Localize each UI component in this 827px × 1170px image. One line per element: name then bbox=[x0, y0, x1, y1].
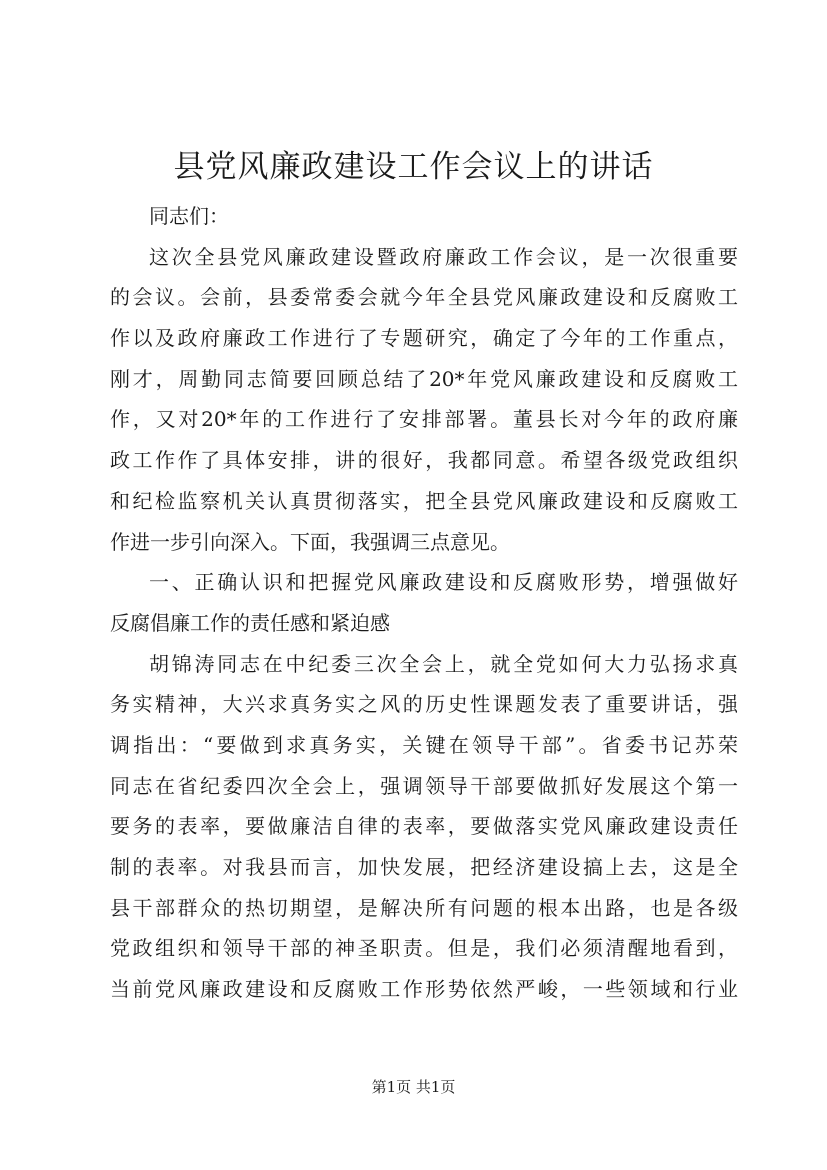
text-line: 作进一步引向深入。下面，我强调三点意见。 bbox=[110, 529, 510, 554]
document-title: 县党风廉政建设工作会议上的讲话 bbox=[173, 149, 654, 185]
text-line: 当前党风廉政建设和反腐败工作形势依然严峻，一些领域和行业 bbox=[110, 977, 738, 1002]
text-line: 要务的表率，要做廉洁自律的表率，要做落实党风廉政建设责任 bbox=[110, 814, 738, 839]
text-line: 的会议。会前，县委常委会就今年全县党风廉政建设和反腐败工 bbox=[110, 285, 738, 310]
text-line: 刚才，周勤同志简要回顾总结了20*年党风廉政建设和反腐败工 bbox=[110, 366, 738, 391]
text-line: 务实精神，大兴求真务实之风的历史性课题发表了重要讲话，强 bbox=[110, 692, 738, 717]
text-line: 政工作作了具体安排，讲的很好，我都同意。希望各级党政组织 bbox=[110, 448, 738, 473]
text-line: 党政组织和领导干部的神圣职责。但是，我们必须清醒地看到， bbox=[110, 936, 738, 961]
text-line: 制的表率。对我县而言，加快发展，把经济建设搞上去，这是全 bbox=[110, 855, 738, 879]
page-footer: 第1页 共1页 bbox=[371, 1078, 456, 1096]
text-line: 县干部群众的热切期望，是解决所有问题的根本出路，也是各级 bbox=[110, 895, 738, 920]
text-line: 和纪检监察机关认真贯彻落实，把全县党风廉政建设和反腐败工 bbox=[110, 488, 738, 513]
text-line: 胡锦涛同志在中纪委三次全会上，就全党如何大力弘扬求真 bbox=[149, 651, 738, 676]
text-line: 同志在省纪委四次全会上，强调领导干部要做抓好发展这个第一 bbox=[110, 773, 738, 798]
text-line: 作以及政府廉政工作进行了专题研究，确定了今年的工作重点， bbox=[110, 326, 738, 351]
document-body bbox=[110, 196, 738, 1010]
text-line: 这次全县党风廉政建设暨政府廉政工作会议，是一次很重要 bbox=[149, 244, 738, 269]
text-line: 作，又对20*年的工作进行了安排部署。董县长对今年的政府廉 bbox=[110, 407, 738, 432]
text-line: 调指出：“要做到求真务实，关键在领导干部”。省委书记苏荣 bbox=[110, 732, 738, 757]
text-line: 反腐倡廉工作的责任感和紧迫感 bbox=[110, 610, 390, 635]
text-line: 一、正确认识和把握党风廉政建设和反腐败形势，增强做好 bbox=[149, 570, 738, 595]
text-line: 同志们： bbox=[149, 204, 229, 228]
